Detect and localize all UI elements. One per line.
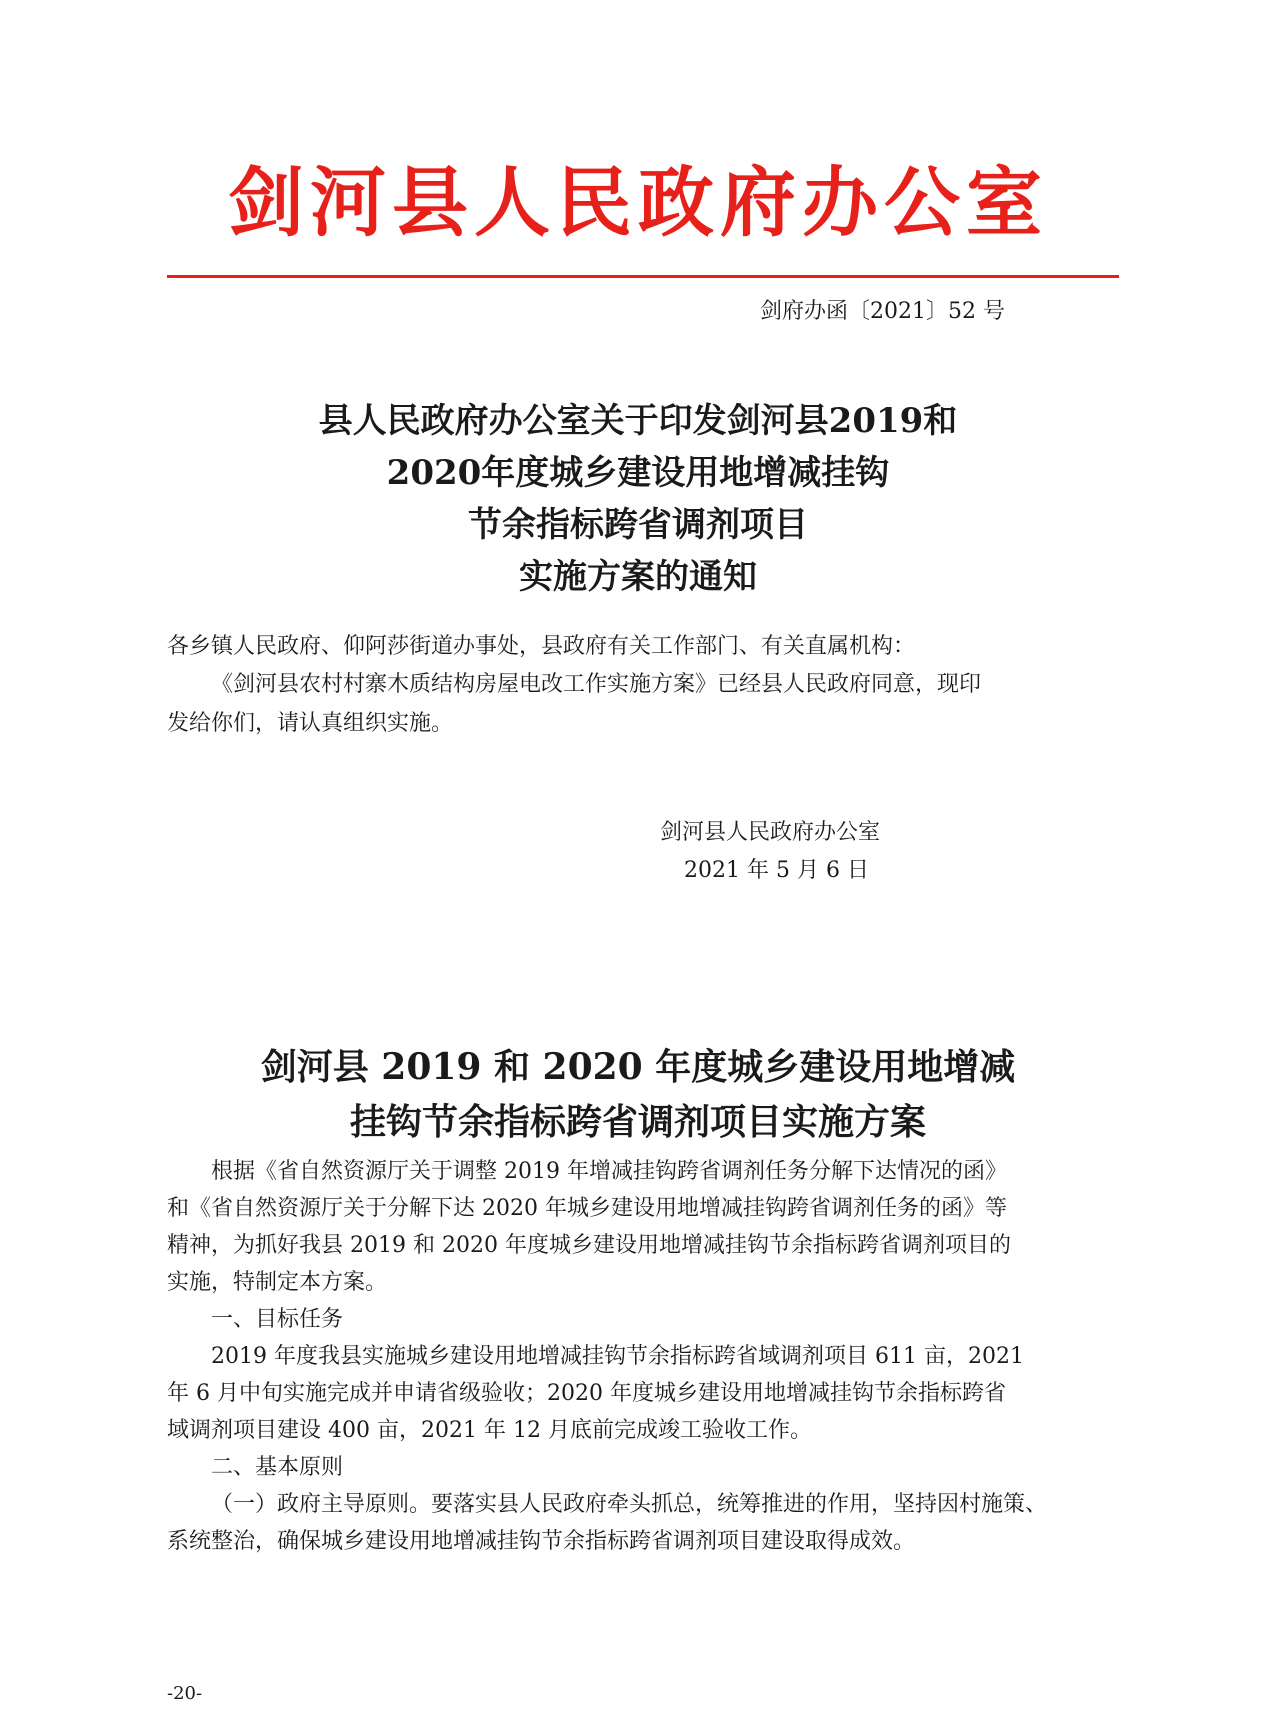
notice-title (0, 395, 1276, 603)
page-number: -20- (167, 1683, 203, 1704)
body-line: 实施，特制定本方案。 (167, 1270, 388, 1295)
masthead-divider (167, 275, 1119, 278)
section-heading: 一、目标任务 (211, 1307, 344, 1332)
notice-title-line: 县人民政府办公室关于印发剑河县2019和 (318, 401, 958, 441)
document-number: 剑府办函〔2021〕52 号 (760, 299, 1005, 324)
signature-organization: 剑河县人民政府办公室 (660, 820, 881, 845)
body-line: 和《省自然资源厅关于分解下达 2020 年城乡建设用地增减挂钩跨省调剂任务的函》等 (167, 1196, 1007, 1221)
notice-body-line: 《剑河县农村村寨木质结构房屋电改工作实施方案》已经县人民政府同意，现印 (211, 672, 982, 697)
body-line: 2019 年度我县实施城乡建设用地增减挂钩节余指标跨省域调剂项目 611 亩，2021 (211, 1344, 1024, 1369)
section-heading: 二、基本原则 (211, 1455, 344, 1480)
body-line: 根据《省自然资源厅关于调整 2019 年增减挂钩跨省调剂任务分解下达情况的函》 (211, 1159, 1007, 1184)
addressee-line: 各乡镇人民政府、仰阿莎街道办事处，县政府有关工作部门、有关直属机构： (167, 634, 916, 659)
body-line: （一）政府主导原则。要落实县人民政府牵头抓总，统筹推进的作用，坚持因村施策、 (211, 1492, 1048, 1517)
notice-title-line: 实施方案的通知 (519, 557, 757, 597)
body-line: 年 6 月中旬实施完成并申请省级验收；2020 年度城乡建设用地增减挂钩节余指标跨省 (167, 1381, 1006, 1406)
notice-title-line: 2020年度城乡建设用地增减挂钩 (386, 453, 890, 493)
plan-title-line: 挂钩节余指标跨省调剂项目实施方案 (349, 1101, 926, 1143)
body-line: 域调剂项目建设 400 亩，2021 年 12 月底前完成竣工验收工作。 (167, 1418, 812, 1443)
plan-title-line: 剑河县 2019 和 2020 年度城乡建设用地增减 (260, 1046, 1016, 1088)
plan-body (167, 1153, 1127, 1560)
body-line: 系统整治，确保城乡建设用地增减挂钩节余指标跨省调剂项目建设取得成效。 (167, 1529, 916, 1554)
masthead-title: 剑河县人民政府办公室 (228, 158, 1048, 247)
signature-date: 2021 年 5 月 6 日 (684, 858, 869, 883)
notice-title-line: 节余指标跨省调剂项目 (468, 505, 808, 545)
plan-title (0, 1040, 1276, 1150)
notice-body-line: 发给你们，请认真组织实施。 (167, 711, 454, 736)
body-line: 精神，为抓好我县 2019 和 2020 年度城乡建设用地增减挂钩节余指标跨省调剂项目的 (167, 1233, 1011, 1258)
